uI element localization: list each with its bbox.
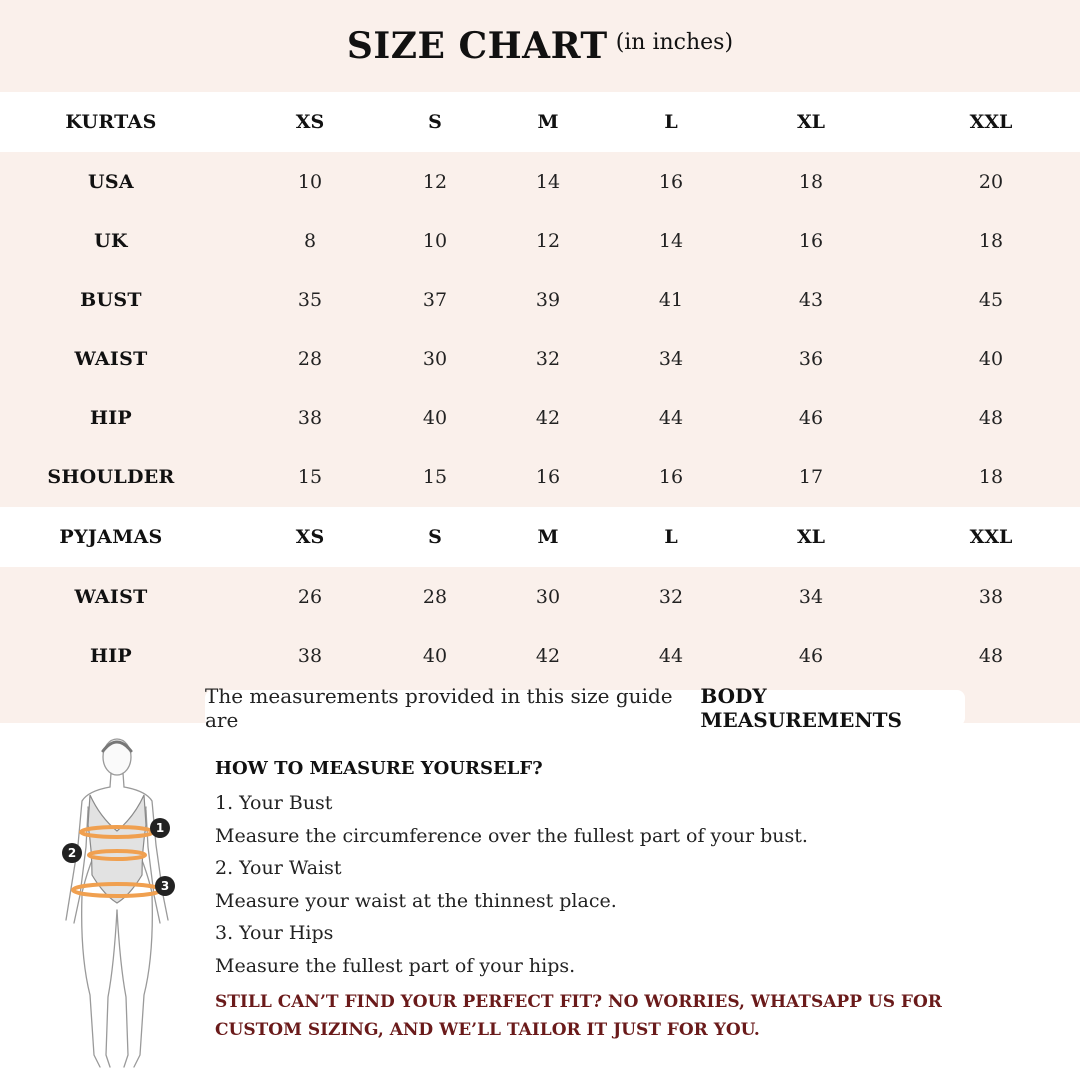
row-label: USA — [88, 170, 134, 193]
table-cell: 20 — [978, 170, 1004, 193]
table-cell: 48 — [978, 406, 1004, 429]
table-cell: 8 — [303, 229, 317, 252]
how-to-line: Measure the fullest part of your hips. — [215, 954, 576, 977]
table-cell: 30 — [535, 585, 561, 608]
table-cell: 12 — [535, 229, 561, 252]
measurement-note — [205, 684, 965, 732]
how-to-heading: HOW TO MEASURE YOURSELF? — [215, 758, 543, 779]
size-header-l: L — [664, 111, 678, 133]
table-cell: 14 — [535, 170, 561, 193]
table-cell: 16 — [658, 465, 684, 488]
table-cell: 30 — [422, 347, 448, 370]
table-cell: 44 — [658, 406, 684, 429]
table-cell: 26 — [297, 585, 323, 608]
table-cell: 40 — [422, 406, 448, 429]
table-cell: 14 — [658, 229, 684, 252]
table-cell: 12 — [422, 170, 448, 193]
table-cell: 32 — [535, 347, 561, 370]
kurtas-header-row — [0, 92, 1080, 152]
table-cell: 46 — [798, 406, 824, 429]
svg-text:2: 2 — [67, 846, 77, 860]
table-cell: 34 — [798, 585, 824, 608]
table-row — [0, 152, 1080, 211]
marker-2 — [62, 843, 82, 863]
table-cell: 38 — [297, 406, 323, 429]
how-to-line: 1. Your Bust — [215, 792, 333, 814]
table-cell: 44 — [658, 644, 684, 667]
table-cell: 17 — [798, 465, 824, 488]
row-label: WAIST — [74, 347, 148, 370]
svg-text:3: 3 — [160, 879, 170, 893]
svg-text:1: 1 — [155, 821, 165, 835]
table-cell: 35 — [297, 288, 323, 311]
table-cell: 16 — [658, 170, 684, 193]
size-header-s: S — [428, 526, 442, 548]
how-to-line: 2. Your Waist — [215, 857, 342, 879]
marker-1 — [150, 818, 170, 838]
table-cell: 18 — [978, 229, 1004, 252]
table-cell: 15 — [422, 465, 448, 488]
table-cell: 15 — [297, 465, 323, 488]
pyjamas-header-row — [0, 507, 1080, 567]
table-cell: 40 — [422, 644, 448, 667]
table-cell: 40 — [978, 347, 1004, 370]
table-cell: 28 — [297, 347, 323, 370]
custom-sizing-cta: STILL CAN’T FIND YOUR PERFECT FIT? NO WORRIES, WHATSAPP US FOR CUSTOM SIZING, AND WE’LL TAILOR IT JUST FOR YOU. — [215, 992, 942, 1040]
row-label: UK — [94, 229, 128, 252]
row-label: HIP — [89, 644, 133, 667]
body-figure-illustration — [50, 735, 180, 1075]
table-row — [0, 388, 1080, 447]
row-label: SHOULDER — [47, 465, 175, 488]
how-to-measure-section — [215, 758, 1055, 1044]
how-to-line: Measure your waist at the thinnest place. — [215, 889, 617, 912]
table-cell: 37 — [422, 288, 448, 311]
table-cell: 34 — [658, 347, 684, 370]
table-cell: 38 — [978, 585, 1004, 608]
table-cell: 18 — [798, 170, 824, 193]
table-cell: 38 — [297, 644, 323, 667]
how-to-line: 3. Your Hips — [215, 922, 334, 944]
size-header-xs: XS — [295, 526, 325, 548]
size-header-xxl: XXL — [969, 111, 1013, 133]
size-header-xl: XL — [796, 111, 826, 133]
measurement-note-text: The measurements provided in this size guide are — [205, 684, 673, 732]
table-cell: 28 — [422, 585, 448, 608]
pyjamas-label: PYJAMAS — [59, 526, 163, 548]
kurtas-label: KURTAS — [65, 111, 157, 133]
table-cell: 43 — [798, 288, 824, 311]
table-row — [0, 329, 1080, 388]
row-label: HIP — [89, 406, 133, 429]
table-cell: 10 — [422, 229, 448, 252]
title-band — [0, 0, 1080, 92]
table-cell: 10 — [297, 170, 323, 193]
table-row — [0, 211, 1080, 270]
table-cell: 45 — [978, 288, 1004, 311]
table-cell: 18 — [978, 465, 1004, 488]
table-cell: 16 — [535, 465, 561, 488]
page-subtitle: (in inches) — [615, 29, 734, 55]
table-row — [0, 270, 1080, 329]
row-label: BUST — [80, 288, 142, 311]
table-cell: 42 — [535, 644, 561, 667]
size-header-xxl: XXL — [969, 526, 1013, 548]
size-header-xs: XS — [295, 111, 325, 133]
table-row — [0, 447, 1080, 506]
size-header-l: L — [664, 526, 678, 548]
table-cell: 48 — [978, 644, 1004, 667]
row-label: WAIST — [74, 585, 148, 608]
marker-3 — [155, 876, 175, 896]
table-cell: 32 — [658, 585, 684, 608]
measurement-note-emphasis: BODY MEASUREMENTS — [700, 684, 902, 732]
size-header-m: M — [537, 526, 559, 548]
table-cell: 46 — [798, 644, 824, 667]
table-cell: 42 — [535, 406, 561, 429]
size-header-xl: XL — [796, 526, 826, 548]
table-cell: 36 — [798, 347, 824, 370]
page-title: SIZE CHART — [346, 25, 608, 67]
table-cell: 16 — [798, 229, 824, 252]
table-cell: 39 — [535, 288, 561, 311]
how-to-line: Measure the circumference over the fullest part of your bust. — [215, 824, 808, 847]
size-header-m: M — [537, 111, 559, 133]
size-header-s: S — [428, 111, 442, 133]
table-cell: 41 — [658, 288, 684, 311]
table-row — [0, 626, 1080, 685]
table-row — [0, 567, 1080, 626]
